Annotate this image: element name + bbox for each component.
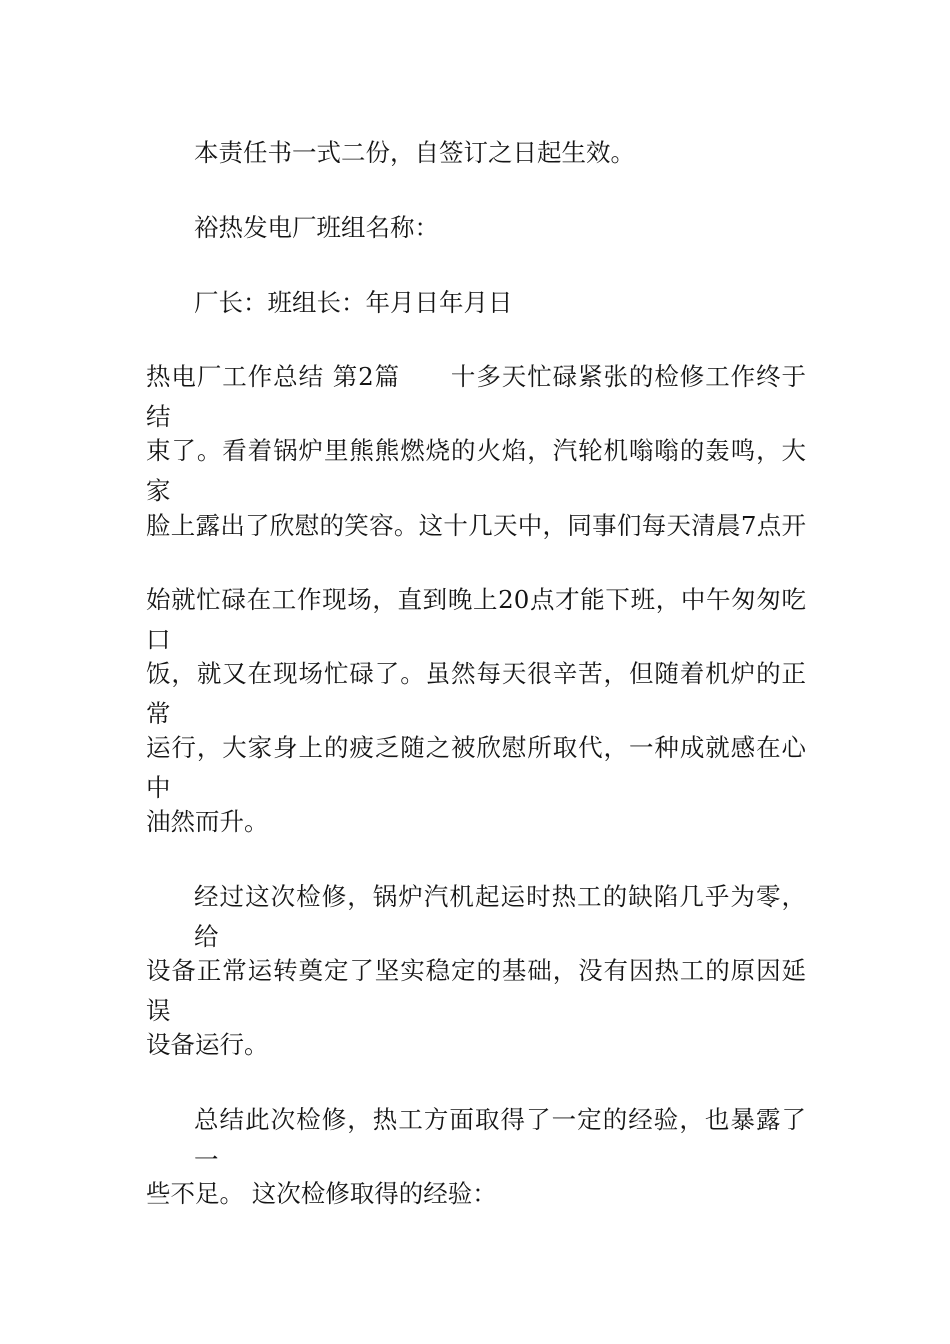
text-line-paragraph-1: 脸上露出了欣慰的笑容。这十几天中，同事们每天清晨7点开 <box>146 511 806 540</box>
text-line-paragraph-2: 经过这次检修，锅炉汽机起运时热工的缺陷几乎为零，给 <box>194 882 806 951</box>
text-line-validity: 本责任书一式二份，自签订之日起生效。 <box>194 138 635 167</box>
text-line-paragraph-2-end: 设备运行。 <box>146 1030 269 1059</box>
text-line-paragraph-2: 设备正常运转奠定了坚实稳定的基础，没有因热工的原因延误 <box>146 956 806 1025</box>
text-line-paragraph-3-end: 些不足。 这次检修取得的经验： <box>146 1179 497 1208</box>
text-line-paragraph-3: 总结此次检修，热工方面取得了一定的经验，也暴露了一 <box>194 1105 806 1174</box>
text-line-paragraph-1: 束了。看着锅炉里熊熊燃烧的火焰，汽轮机嗡嗡的轰鸣，大家 <box>146 436 806 505</box>
text-line-summary-heading: 热电厂工作总结 第2篇 十多天忙碌紧张的检修工作终于结 <box>146 362 806 431</box>
text-line-signatures: 厂长：班组长：年月日年月日 <box>194 288 513 317</box>
text-line-paragraph-1-end: 油然而升。 <box>146 807 269 836</box>
text-line-team-name: 裕热发电厂班组名称： <box>194 213 439 242</box>
text-line-paragraph-1: 始就忙碌在工作现场，直到晚上20点才能下班，中午匆匆吃口 <box>146 585 806 654</box>
text-line-paragraph-1: 运行，大家身上的疲乏随之被欣慰所取代，一种成就感在心中 <box>146 733 806 802</box>
text-line-paragraph-1: 饭，就又在现场忙碌了。虽然每天很辛苦，但随着机炉的正常 <box>146 659 806 728</box>
